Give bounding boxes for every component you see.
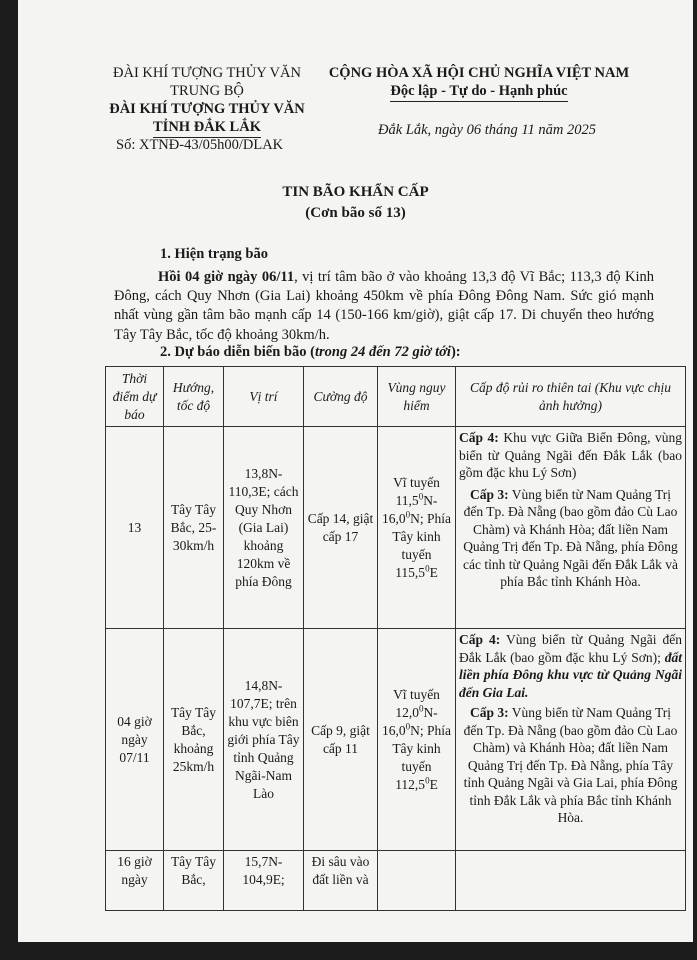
section-1-heading: 1. Hiện trạng bão: [160, 246, 268, 262]
forecast-table: [105, 366, 686, 911]
issuing-agency: [96, 64, 318, 138]
section-1-body: [114, 268, 654, 345]
row1-danger-c: N; Phía Tây kinh tuyến 115,5: [392, 510, 451, 580]
date-place: Đắk Lắk, ngày 06 tháng 11 năm 2025: [378, 122, 597, 138]
document-number: Số: XTNĐ-43/05h00/DLAK: [116, 137, 284, 153]
row2-direction: Tây Tây Bắc, khoảng 25km/h: [164, 629, 224, 851]
republic-title: CỘNG HÒA XÃ HỘI CHỦ NGHĨA VIỆT NAM: [328, 65, 630, 81]
row3-time: 16 giờ ngày: [106, 851, 164, 911]
agency-line-3: ĐÀI KHÍ TƯỢNG THỦY VĂN: [109, 101, 305, 117]
row2-danger-b: N-16,0: [381, 704, 438, 738]
row2-time: 04 giờ ngày 07/11: [106, 629, 164, 851]
row3-position: 15,7N-104,9E;: [224, 851, 304, 911]
section-1-lead: Hồi 04 giờ ngày 06/11: [158, 269, 295, 285]
row2-danger-zone: [378, 629, 456, 851]
table-header-row: [106, 367, 686, 427]
degree-sup: 0: [418, 703, 424, 713]
header-position: Vị trí: [224, 367, 304, 427]
row1-direction: Tây Tây Bắc, 25-30km/h: [164, 427, 224, 629]
degree-sup: 0: [418, 491, 424, 501]
row2-intensity: Cấp 9, giật cấp 11: [304, 629, 378, 851]
row2-risk: [456, 629, 686, 851]
row1-intensity: Cấp 14, giật cấp 17: [304, 427, 378, 629]
header-risk: Cấp độ rủi ro thiên tai (Khu vực chịu ảnh hưởng): [456, 367, 686, 427]
agency-line-2: TRUNG BỘ: [170, 83, 244, 99]
row1-risk2-label: Cấp 3:: [470, 486, 509, 502]
section-2-heading: [160, 343, 461, 362]
row2-risk1-label: Cấp 4:: [459, 632, 501, 647]
row3-intensity: Đi sâu vào đất liền và: [304, 851, 378, 911]
header-time: Thời điểm dự báo: [106, 367, 164, 427]
row1-danger-zone: [378, 427, 456, 629]
degree-sup: 0: [405, 721, 411, 731]
row3-danger-zone: [378, 851, 456, 911]
section-2-heading-text: 2. Dự báo diễn biến bão (: [160, 344, 315, 360]
document-page: [18, 0, 693, 942]
row2-position: 14,8N-107,7E; trên khu vực biên giới phía Tây tỉnh Quảng Ngãi-Nam Lào: [224, 629, 304, 851]
agency-line-1: ĐÀI KHÍ TƯỢNG THỦY VĂN: [113, 65, 301, 81]
national-motto: Độc lập - Tự do - Hạnh phúc: [390, 82, 567, 102]
national-header: [314, 64, 644, 102]
header-direction: Hướng, tốc độ: [164, 367, 224, 427]
row1-danger-a: Vĩ tuyến 11,5: [393, 474, 440, 508]
row1-risk1-label: Cấp 4:: [459, 430, 499, 445]
table-row: [106, 851, 686, 911]
row1-time: 13: [106, 427, 164, 629]
section-2-heading-italic: trong 24 đến 72 giờ tới: [314, 344, 451, 360]
table-row: [106, 629, 686, 851]
row2-risk2-label: Cấp 3:: [470, 705, 509, 720]
agency-line-4: TỈNH ĐẮK LẮK: [153, 118, 261, 138]
header-intensity: Cường độ: [304, 367, 378, 427]
row3-direction: Tây Tây Bắc,: [164, 851, 224, 911]
row2-risk1-emphasis: đất liền phía Đông khu vực từ Quảng Ngãi đến Gia Lai.: [459, 649, 682, 700]
degree-sup: 0: [425, 775, 430, 785]
degree-sup: 0: [425, 563, 430, 573]
row1-position: 13,8N-110,3E; cách Quy Nhơn (Gia Lai) khoảng 120km về phía Đông: [224, 427, 304, 629]
header-danger-zone: Vùng nguy hiểm: [378, 367, 456, 427]
row2-danger-d: E: [429, 776, 438, 792]
degree-sup: 0: [405, 509, 411, 519]
document-title: TIN BÃO KHẨN CẤP: [282, 184, 429, 200]
row1-danger-b: N-16,0: [381, 492, 438, 526]
row2-danger-a: Vĩ tuyến 12,0: [393, 686, 440, 720]
row2-risk1-text: Vùng biển từ Quảng Ngãi đến Đắk Lắk (bao gồm đặc khu Lý Sơn);: [459, 632, 682, 665]
row2-risk2-text: Vùng biển từ Nam Quảng Trị đến Tp. Đà Nẵng (bao gồm đảo Cù Lao Chàm) và Khánh Hòa; đất liền Nam Quảng Trị đến Tp. Đà Nẵng, phía Tây tỉnh Quảng Ngãi và Gia Lai, phía Đông tỉnh Đắk Lắk và phía Bắc tỉnh Khánh Hòa.: [463, 705, 678, 825]
table-row: [106, 427, 686, 629]
row3-risk: [456, 851, 686, 911]
row1-risk1-text: Khu vực Giữa Biển Đông, vùng biển từ Quảng Ngãi đến Đắk Lắk (bao gồm đặc khu Lý Sơn): [459, 430, 682, 480]
document-subtitle: (Cơn bão số 13): [305, 205, 406, 221]
row1-danger-d: E: [429, 564, 438, 580]
row1-risk2-text: Vùng biển từ Nam Quảng Trị đến Tp. Đà Nẵng (bao gồm đảo Cù Lao Chàm) và Khánh Hòa; đất liền Nam Quảng Trị đến Tp. Đà Nẵng, phía Đông các tỉnh từ Quảng Ngãi đến Đắk Lắk và phía Bắc tỉnh Khánh Hòa.: [463, 486, 678, 589]
section-2-heading-end: ):: [450, 344, 461, 360]
row1-risk: [456, 427, 686, 629]
row2-danger-c: N; Phía Tây kinh tuyến 112,5: [392, 722, 451, 792]
section-1-text: , vị trí tâm bão ở vào khoảng 13,3 độ Vĩ Bắc; 113,3 độ Kinh Đông, cách Quy Nhơn (Gia Lai) khoảng 450km về phía Đông Đông Nam. Sức gió mạnh nhất vùng gần tâm bão mạnh cấp 14 (150-166 km/giờ), giật cấp 17. Di chuyển theo hướng Tây Tây Bắc, tốc độ khoảng 30km/h.: [114, 269, 654, 343]
